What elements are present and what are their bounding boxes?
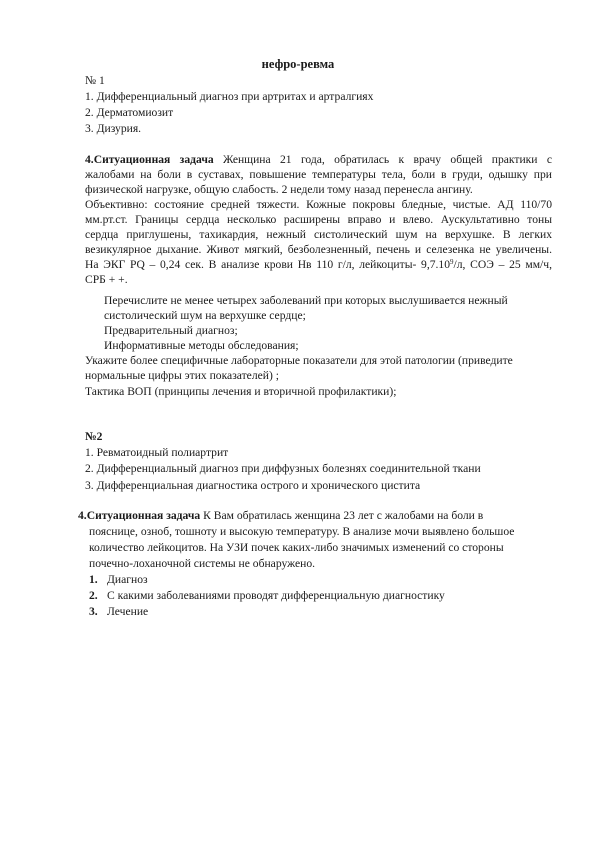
page-title: нефро-ревма	[261, 57, 335, 71]
block2-number: №2	[85, 430, 103, 443]
block1-task-line: физической нагрузке, общую слабость. 2 недели тому назад перенесла ангину.	[85, 183, 473, 196]
block1-task	[85, 152, 552, 287]
block1-question: Тактика ВОП (принципы лечения и вторичной профилактики);	[85, 385, 397, 398]
block1-number: № 1	[85, 74, 105, 87]
block1-task-line: Объективно: состояние средней тяжести. Кожные покровы бледные, чистые. АД 110/70	[85, 198, 552, 211]
block2-question: Лечение	[107, 605, 149, 618]
exponent: 9	[450, 258, 454, 266]
block2-question: С какими заболеваниями проводят дифференциальную диагностику	[107, 589, 445, 602]
block1-task-line: везикулярное дыхание. Живот мягкий, безболезненный, печень и селезенка не увеличены.	[85, 243, 552, 256]
block1-question: нормальные цифры этих показателей) ;	[85, 369, 279, 382]
block1-task-line: сердца приглушены, тахикардия, нежный систолический шум на верхушке. В легких	[85, 228, 552, 241]
block1-task-line: мм.рт.ст. Границы сердца несколько расширены вправо и влево. Аускультативно тоны	[85, 213, 552, 226]
block1-question: Перечислите не менее четырех заболеваний при которых выслушивается нежный	[104, 294, 508, 307]
block2-task-line: количество лейкоцитов. На УЗИ почек каких-либо значимых изменений со стороны	[89, 541, 504, 554]
block2-task-line: пояснице, озноб, тошноту и высокую температуру. В анализе мочи выявлено большое	[89, 525, 515, 538]
block1-item-1: 1. Дифференциальный диагноз при артритах и артралгиях	[85, 90, 374, 103]
block1-question: Укажите более специфичные лабораторные показатели для этой патологии (приведите	[85, 354, 513, 367]
block2-item-3: 3. Дифференциальная диагностика острого и хронического цистита	[85, 479, 421, 492]
block1-question: систолический шум на верхушке сердце;	[104, 309, 306, 322]
block2-question-number: 2.	[89, 589, 98, 602]
block1-question: Предварительный диагноз;	[104, 324, 238, 337]
block1-item-3: 3. Дизурия.	[85, 122, 142, 135]
block2-task-label: 4.Ситуационная задача	[78, 509, 201, 522]
block1-task-line: 4.Ситуационная задача Женщина 21 года, обратилась к врачу общей практики с	[85, 153, 552, 166]
block1-task-line: СРБ + +.	[85, 273, 128, 286]
block1-item-2: 2. Дерматомиозит	[85, 106, 174, 119]
block1-question: Информативные методы обследования;	[104, 339, 299, 352]
block2-item-1: 1. Ревматоидный полиартрит	[85, 446, 229, 459]
block2-task-line: почечно-лоханочной системы не обнаружено.	[89, 557, 316, 570]
block2-item-2: 2. Дифференциальный диагноз при диффузных болезнях соединительной ткани	[85, 462, 481, 475]
block1-task-label: 4.Ситуационная задача	[85, 153, 214, 166]
block1-task-line: На ЭКГ PQ – 0,24 сек. В анализе крови Нв 110 г/л, лейкоциты- 9,7.10$^9$/л, СОЭ – 25 мм/ч,	[85, 258, 552, 271]
block2-question-number: 1.	[89, 573, 98, 586]
block2-question-number: 3.	[89, 605, 98, 618]
block1-task-line: жалобами на боли в суставах, повышение температуры тела, боли в груди, одышку при	[85, 168, 552, 181]
block2-question: Диагноз	[107, 573, 148, 586]
block2-task-line: 4.Ситуационная задача К Вам обратилась женщина 23 лет с жалобами на боли в	[78, 509, 484, 522]
